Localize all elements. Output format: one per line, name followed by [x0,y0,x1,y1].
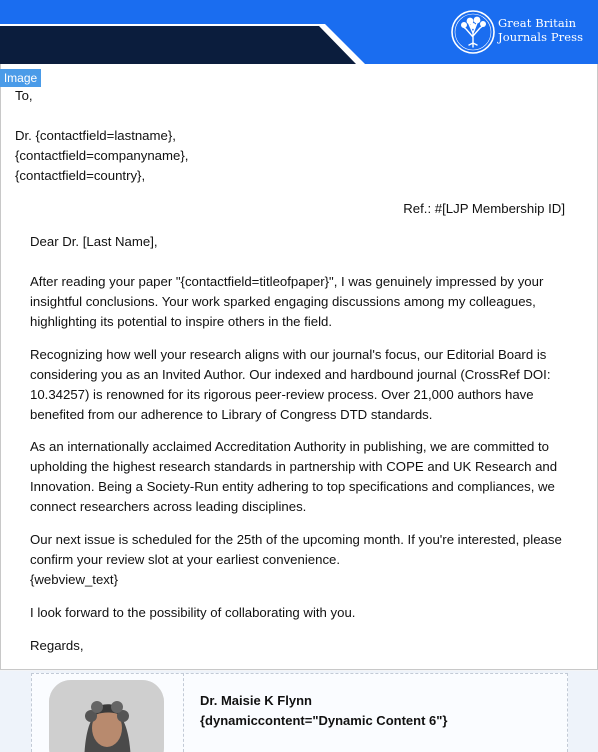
salutation: Dear Dr. [Last Name], [30,234,158,249]
signature-divider [183,673,184,752]
signature-dynamic-content: {dynamiccontent="Dynamic Content 6"} [200,713,448,728]
to-label: To, [15,88,33,103]
recipient-name: Dr. {contactfield=lastname}, [15,128,176,143]
paragraph-4: Our next issue is scheduled for the 25th of the upcoming month. If you're interested, please confirm your review slot at your earliest convenience. [30,532,562,567]
closing-line: I look forward to the possibility of collaborating with you. [30,605,356,620]
tree-logo-icon [450,9,496,55]
recipient-country: {contactfield=country}, [15,168,146,183]
recipient-company: {contactfield=companyname}, [15,148,189,163]
signature-footer [0,671,598,752]
brand-line-1: Great Britain [498,16,577,30]
signature-name: Dr. Maisie K Flynn [200,693,312,708]
webview-text[interactable]: {webview_text} [30,572,118,587]
paragraph-1: After reading your paper "{contactfield=titleofpaper}", I was genuinely impressed by your insightful conclusions. Your work sparked engaging discussions among my colleagues, highlighting its potential to inspire others in the field. [30,274,544,329]
author-photo [49,680,164,752]
letter-body [0,64,598,670]
reference-id: Ref.: #[LJP Membership ID] [403,201,565,216]
paragraph-2: Recognizing how well your research aligns with our journal's focus, our Editorial Board is considering you as an Invited Author. Our indexed and hardbound journal (CrossRef DOI: 10.34257) is renowned for its rigorous peer-review process. Over 21,000 authors have benefited from our adherence to Library of Congress DTD standards. [30,347,551,422]
brand-name [498,16,583,44]
author-portrait-icon [49,680,164,752]
image-tag: Image [0,69,41,87]
regards: Regards, [30,638,84,653]
header-banner [0,0,598,64]
paragraph-3: As an internationally acclaimed Accreditation Authority in publishing, we are committed to upholding the highest research standards in partnership with COPE and UK Research and Innovation. Being a Society-Run entity adhering to top specifications and compliances, we connect researchers across leading disciplines. [30,439,558,514]
brand-line-2: Journals Press [498,30,584,44]
